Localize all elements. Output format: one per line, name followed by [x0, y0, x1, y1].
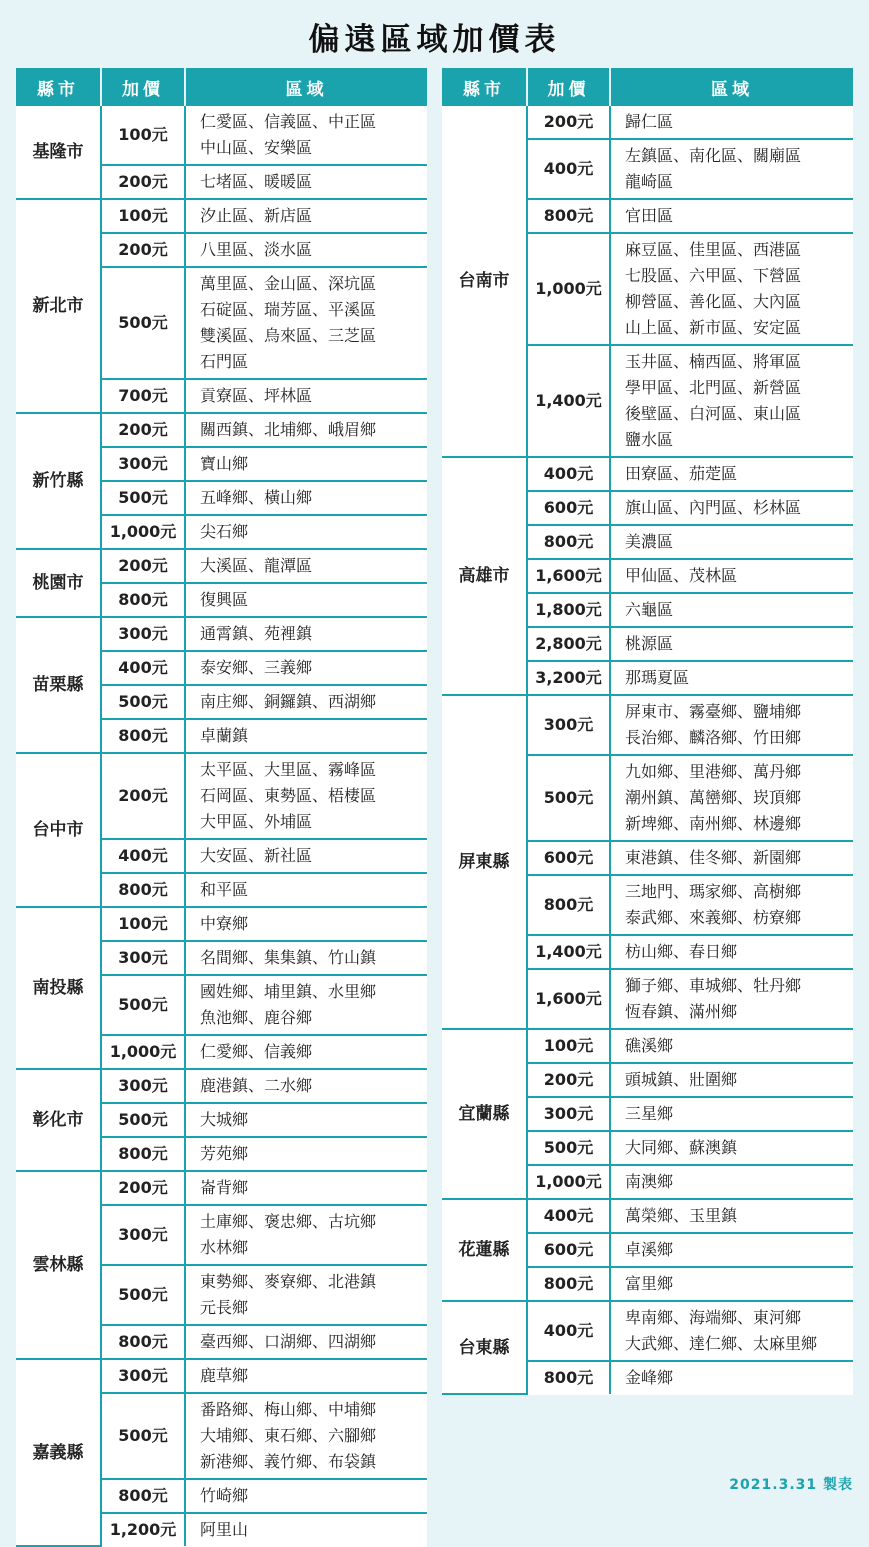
region-line: 新埤鄉、南州鄉、林邊鄉 — [625, 814, 802, 833]
county-cell: 新竹縣 — [16, 413, 101, 549]
region-line: 柳營區、善化區、大內區 — [625, 292, 802, 311]
price-cell: 800元 — [527, 525, 610, 559]
region-line: 官田區 — [625, 206, 674, 225]
region-cell — [185, 1479, 427, 1513]
region-line: 中寮鄉 — [200, 914, 249, 933]
region-line: 崙背鄉 — [200, 1178, 249, 1197]
region-line: 七堵區、暖暖區 — [200, 172, 313, 191]
price-cell: 300元 — [101, 941, 185, 975]
price-cell: 200元 — [101, 233, 185, 267]
region-cell — [185, 1035, 427, 1069]
region-line: 石碇區、瑞芳區、平溪區 — [200, 300, 377, 319]
county-cell: 新北市 — [16, 199, 101, 413]
region-line: 九如鄉、里港鄉、萬丹鄉 — [625, 762, 802, 781]
region-line: 土庫鄉、褒忠鄉、古坑鄉 — [200, 1212, 377, 1231]
region-cell — [185, 1137, 427, 1171]
county-cell: 南投縣 — [16, 907, 101, 1069]
region-line: 美濃區 — [625, 532, 674, 551]
region-line: 名間鄉、集集鎮、竹山鎮 — [200, 948, 377, 967]
region-cell — [185, 975, 427, 1035]
price-cell: 600元 — [527, 491, 610, 525]
price-cell: 500元 — [101, 267, 185, 379]
region-line: 寶山鄉 — [200, 454, 249, 473]
region-cell — [185, 907, 427, 941]
county-cell: 花蓮縣 — [442, 1199, 527, 1301]
price-cell: 200元 — [101, 413, 185, 447]
region-line: 萬榮鄉、玉里鎮 — [625, 1206, 738, 1225]
region-cell — [185, 1513, 427, 1546]
price-cell: 100元 — [527, 1029, 610, 1063]
region-line: 南澳鄉 — [625, 1172, 674, 1191]
region-cell — [185, 719, 427, 753]
region-cell — [185, 1359, 427, 1393]
price-cell: 3,200元 — [527, 661, 610, 695]
region-cell — [185, 1265, 427, 1325]
county-cell: 嘉義縣 — [16, 1359, 101, 1546]
region-cell — [610, 1165, 853, 1199]
region-cell — [185, 165, 427, 199]
region-cell — [610, 1267, 853, 1301]
region-line: 石門區 — [200, 352, 249, 371]
region-line: 三星鄉 — [625, 1104, 674, 1123]
price-cell: 400元 — [101, 839, 185, 873]
region-cell — [610, 755, 853, 841]
region-cell — [610, 1301, 853, 1361]
header-county: 縣市 — [16, 68, 101, 106]
table-row — [442, 1199, 853, 1233]
price-cell: 800元 — [527, 875, 610, 935]
table-row — [16, 907, 427, 941]
region-line: 番路鄉、梅山鄉、中埔鄉 — [200, 1400, 377, 1419]
region-line: 礁溪鄉 — [625, 1036, 674, 1055]
table-row — [442, 1301, 853, 1361]
table-row — [16, 753, 427, 839]
region-cell — [610, 1029, 853, 1063]
region-line: 萬里區、金山區、深坑區 — [200, 274, 377, 293]
table-header-row — [442, 68, 853, 106]
price-cell: 400元 — [527, 1199, 610, 1233]
region-cell — [610, 935, 853, 969]
header-county: 縣市 — [442, 68, 527, 106]
price-cell: 300元 — [527, 695, 610, 755]
region-cell — [185, 379, 427, 413]
price-cell: 200元 — [101, 549, 185, 583]
price-cell: 800元 — [101, 1137, 185, 1171]
region-cell — [610, 525, 853, 559]
region-line: 鹿港鎮、二水鄉 — [200, 1076, 313, 1095]
region-line: 太平區、大里區、霧峰區 — [200, 760, 377, 779]
price-cell: 200元 — [101, 753, 185, 839]
region-line: 通霄鎮、苑裡鎮 — [200, 624, 313, 643]
header-region: 區域 — [185, 68, 427, 106]
region-line: 魚池鄉、鹿谷鄉 — [200, 1008, 313, 1027]
table-row — [16, 549, 427, 583]
region-cell — [185, 267, 427, 379]
region-cell — [185, 685, 427, 719]
region-line: 五峰鄉、橫山鄉 — [200, 488, 313, 507]
region-line: 田寮區、茄萣區 — [625, 464, 738, 483]
price-cell: 300元 — [101, 447, 185, 481]
price-cell: 500元 — [101, 1393, 185, 1479]
region-line: 仁愛區、信義區、中正區 — [200, 112, 377, 131]
region-cell — [610, 593, 853, 627]
region-line: 臺西鄉、口湖鄉、四湖鄉 — [200, 1332, 377, 1351]
region-cell — [185, 106, 427, 165]
table-row — [16, 1069, 427, 1103]
price-cell: 400元 — [527, 139, 610, 199]
price-cell: 1,000元 — [101, 1035, 185, 1069]
price-cell: 800元 — [527, 199, 610, 233]
region-line: 貢寮區、坪林區 — [200, 386, 313, 405]
price-cell: 1,000元 — [527, 233, 610, 345]
region-line: 八里區、淡水區 — [200, 240, 313, 259]
region-line: 頭城鎮、壯圍鄉 — [625, 1070, 738, 1089]
region-cell — [610, 875, 853, 935]
footer-date: 2021.3.31 製表 — [729, 1477, 853, 1493]
price-cell: 300元 — [101, 1069, 185, 1103]
right-price-table — [442, 68, 853, 1395]
price-cell: 1,800元 — [527, 593, 610, 627]
left-price-table — [16, 68, 427, 1547]
region-line: 大甲區、外埔區 — [200, 812, 313, 831]
region-line: 歸仁區 — [625, 112, 674, 131]
price-cell: 200元 — [527, 1063, 610, 1097]
region-cell — [185, 941, 427, 975]
county-cell: 苗栗縣 — [16, 617, 101, 753]
region-cell — [185, 447, 427, 481]
region-cell — [185, 1205, 427, 1265]
price-cell: 600元 — [527, 841, 610, 875]
region-cell — [185, 413, 427, 447]
region-line: 大武鄉、達仁鄉、太麻里鄉 — [625, 1334, 818, 1353]
header-price: 加價 — [527, 68, 610, 106]
region-line: 七股區、六甲區、下營區 — [625, 266, 802, 285]
header-price: 加價 — [101, 68, 185, 106]
price-cell: 800元 — [101, 583, 185, 617]
price-cell: 100元 — [101, 907, 185, 941]
price-cell: 200元 — [101, 165, 185, 199]
price-cell: 600元 — [527, 1233, 610, 1267]
price-cell: 300元 — [527, 1097, 610, 1131]
price-cell: 500元 — [101, 1103, 185, 1137]
region-line: 金峰鄉 — [625, 1368, 674, 1387]
region-line: 麻豆區、佳里區、西港區 — [625, 240, 802, 259]
price-cell: 2,800元 — [527, 627, 610, 661]
page-title: 偏遠區域加價表 — [308, 22, 561, 58]
county-cell: 基隆市 — [16, 106, 101, 199]
price-cell: 500元 — [101, 481, 185, 515]
region-line: 學甲區、北門區、新營區 — [625, 378, 802, 397]
region-line: 富里鄉 — [625, 1274, 674, 1293]
region-line: 南庄鄉、銅鑼鎮、西湖鄉 — [200, 692, 377, 711]
region-cell — [185, 873, 427, 907]
region-line: 元長鄉 — [200, 1298, 249, 1317]
region-cell — [610, 627, 853, 661]
region-line: 後壁區、白河區、東山區 — [625, 404, 802, 423]
price-cell: 1,000元 — [101, 515, 185, 549]
region-cell — [610, 233, 853, 345]
table-row — [442, 695, 853, 755]
region-cell — [610, 1131, 853, 1165]
county-cell: 台東縣 — [442, 1301, 527, 1394]
region-line: 大溪區、龍潭區 — [200, 556, 313, 575]
region-cell — [185, 839, 427, 873]
county-cell: 屏東縣 — [442, 695, 527, 1029]
region-cell — [185, 481, 427, 515]
region-line: 水林鄉 — [200, 1238, 249, 1257]
region-cell — [610, 139, 853, 199]
region-cell — [610, 1199, 853, 1233]
region-cell — [185, 1103, 427, 1137]
region-line: 卑南鄉、海端鄉、東河鄉 — [625, 1308, 802, 1327]
price-cell: 500元 — [101, 1265, 185, 1325]
region-line: 阿里山 — [200, 1520, 249, 1539]
region-line: 新港鄉、義竹鄉、布袋鎮 — [200, 1452, 377, 1471]
price-cell: 500元 — [527, 1131, 610, 1165]
price-cell: 1,400元 — [527, 345, 610, 457]
price-cell: 200元 — [101, 1171, 185, 1205]
price-cell: 200元 — [527, 106, 610, 139]
region-line: 大同鄉、蘇澳鎮 — [625, 1138, 738, 1157]
region-cell — [185, 651, 427, 685]
region-line: 大城鄉 — [200, 1110, 249, 1129]
region-line: 屏東市、霧臺鄉、鹽埔鄉 — [625, 702, 802, 721]
region-cell — [610, 491, 853, 525]
region-line: 玉井區、楠西區、將軍區 — [625, 352, 802, 371]
region-cell — [610, 106, 853, 139]
price-cell: 800元 — [101, 873, 185, 907]
region-line: 潮州鎮、萬巒鄉、崁頂鄉 — [625, 788, 802, 807]
region-line: 汐止區、新店區 — [200, 206, 313, 225]
county-cell: 宜蘭縣 — [442, 1029, 527, 1199]
region-line: 東勢鄉、麥寮鄉、北港鎮 — [200, 1272, 377, 1291]
region-line: 中山區、安樂區 — [200, 138, 313, 157]
table-row — [442, 106, 853, 139]
region-cell — [185, 1171, 427, 1205]
price-cell: 800元 — [527, 1361, 610, 1394]
price-cell: 800元 — [101, 1479, 185, 1513]
region-line: 旗山區、內門區、杉林區 — [625, 498, 802, 517]
region-line: 枋山鄉、春日鄉 — [625, 942, 738, 961]
region-cell — [185, 233, 427, 267]
price-cell: 1,400元 — [527, 935, 610, 969]
price-cell: 300元 — [101, 1359, 185, 1393]
price-cell: 1,600元 — [527, 559, 610, 593]
county-cell: 彰化市 — [16, 1069, 101, 1171]
header-region: 區域 — [610, 68, 853, 106]
region-line: 和平區 — [200, 880, 249, 899]
region-cell — [610, 969, 853, 1029]
region-cell — [610, 661, 853, 695]
table-row — [442, 1029, 853, 1063]
region-cell — [185, 583, 427, 617]
county-cell: 高雄市 — [442, 457, 527, 695]
price-cell: 400元 — [101, 651, 185, 685]
region-cell — [610, 559, 853, 593]
price-cell: 300元 — [101, 1205, 185, 1265]
region-line: 石岡區、東勢區、梧棲區 — [200, 786, 377, 805]
region-cell — [610, 1361, 853, 1394]
table-row — [16, 413, 427, 447]
region-cell — [185, 1069, 427, 1103]
region-line: 龍崎區 — [625, 172, 674, 191]
region-line: 竹崎鄉 — [200, 1486, 249, 1505]
price-cell: 700元 — [101, 379, 185, 413]
price-cell: 300元 — [101, 617, 185, 651]
region-line: 鹽水區 — [625, 430, 674, 449]
region-cell — [610, 199, 853, 233]
price-cell: 500元 — [101, 685, 185, 719]
region-line: 那瑪夏區 — [625, 668, 690, 687]
region-line: 國姓鄉、埔里鎮、水里鄉 — [200, 982, 377, 1001]
region-cell — [185, 1325, 427, 1359]
region-cell — [610, 1233, 853, 1267]
table-row — [16, 106, 427, 165]
region-line: 獅子鄉、車城鄉、牡丹鄉 — [625, 976, 802, 995]
table-row — [442, 457, 853, 491]
region-cell — [610, 345, 853, 457]
region-line: 六龜區 — [625, 600, 674, 619]
region-line: 恆春鎮、滿州鄉 — [625, 1002, 738, 1021]
table-row — [16, 199, 427, 233]
price-cell: 800元 — [101, 1325, 185, 1359]
price-cell: 500元 — [101, 975, 185, 1035]
region-line: 大安區、新社區 — [200, 846, 313, 865]
price-cell: 500元 — [527, 755, 610, 841]
region-cell — [610, 457, 853, 491]
region-line: 復興區 — [200, 590, 249, 609]
region-line: 三地門、瑪家鄉、高樹鄉 — [625, 882, 802, 901]
region-line: 大埔鄉、東石鄉、六腳鄉 — [200, 1426, 377, 1445]
table-header-row — [16, 68, 427, 106]
table-row — [16, 1359, 427, 1393]
region-line: 長治鄉、麟洛鄉、竹田鄉 — [625, 728, 802, 747]
price-cell: 800元 — [101, 719, 185, 753]
region-cell — [185, 1393, 427, 1479]
region-line: 左鎮區、南化區、關廟區 — [625, 146, 802, 165]
region-line: 卓溪鄉 — [625, 1240, 674, 1259]
region-cell — [185, 549, 427, 583]
price-cell: 100元 — [101, 199, 185, 233]
county-cell: 台南市 — [442, 106, 527, 457]
region-line: 關西鎮、北埔鄉、峨眉鄉 — [200, 420, 377, 439]
region-cell — [610, 1063, 853, 1097]
region-line: 山上區、新市區、安定區 — [625, 318, 802, 337]
table-row — [16, 617, 427, 651]
price-cell: 800元 — [527, 1267, 610, 1301]
price-cell: 100元 — [101, 106, 185, 165]
region-cell — [185, 199, 427, 233]
region-cell — [610, 841, 853, 875]
region-line: 甲仙區、茂林區 — [625, 566, 738, 585]
region-cell — [185, 515, 427, 549]
region-line: 芳苑鄉 — [200, 1144, 249, 1163]
region-cell — [610, 695, 853, 755]
region-cell — [185, 617, 427, 651]
region-line: 鹿草鄉 — [200, 1366, 249, 1385]
price-cell: 400元 — [527, 1301, 610, 1361]
region-line: 仁愛鄉、信義鄉 — [200, 1042, 313, 1061]
county-cell: 桃園市 — [16, 549, 101, 617]
region-line: 桃源區 — [625, 634, 674, 653]
region-cell — [185, 753, 427, 839]
region-line: 卓蘭鎮 — [200, 726, 249, 745]
price-cell: 1,000元 — [527, 1165, 610, 1199]
region-line: 泰武鄉、來義鄉、枋寮鄉 — [625, 908, 802, 927]
region-cell — [610, 1097, 853, 1131]
region-line: 尖石鄉 — [200, 522, 249, 541]
county-cell: 台中市 — [16, 753, 101, 907]
region-line: 雙溪區、烏來區、三芝區 — [200, 326, 377, 345]
region-line: 泰安鄉、三義鄉 — [200, 658, 313, 677]
county-cell: 雲林縣 — [16, 1171, 101, 1359]
table-row — [16, 1171, 427, 1205]
region-line: 東港鎮、佳冬鄉、新園鄉 — [625, 848, 802, 867]
price-cell: 1,200元 — [101, 1513, 185, 1546]
price-cell: 1,600元 — [527, 969, 610, 1029]
price-cell: 400元 — [527, 457, 610, 491]
